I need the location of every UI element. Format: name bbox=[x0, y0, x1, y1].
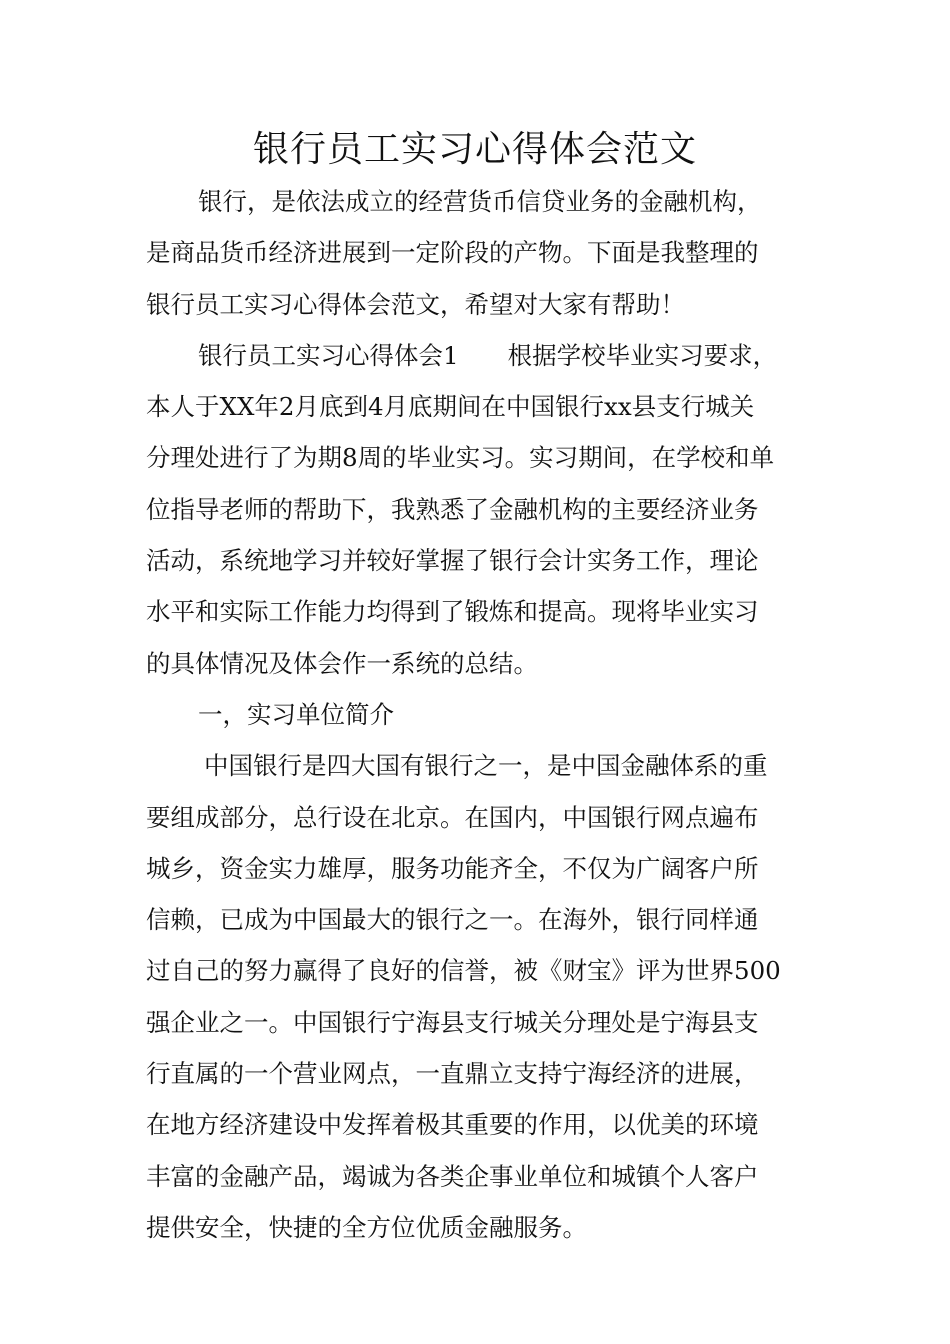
intro-line-2: 是商品货币经济进展到一定阶段的产物。下面是我整理的 bbox=[146, 238, 759, 268]
section-2-line-8: 在地方经济建设中发挥着极其重要的作用，以优美的环境 bbox=[146, 1110, 759, 1140]
section-2-line-7: 行直属的一个营业网点，一直鼎立支持宁海经济的进展， bbox=[146, 1059, 759, 1089]
section-1-line-7: 的具体情况及体会作一系统的总结。 bbox=[146, 648, 538, 678]
section-2-line-2: 要组成部分，总行设在北京。在国内，中国银行网点遍布 bbox=[146, 802, 759, 832]
section-1-line-4: 位指导老师的帮助下，我熟悉了金融机构的主要经济业务 bbox=[146, 494, 759, 524]
section-1-line-2: 本人于XX年2月底到4月底期间在中国银行xx县支行城关 bbox=[146, 392, 755, 422]
section-1-line-6: 水平和实际工作能力均得到了锻炼和提高。现将毕业实习 bbox=[146, 597, 759, 627]
section-2-line-1: 中国银行是四大国有银行之一，是中国金融体系的重 bbox=[204, 751, 768, 781]
intro-line-1: 银行，是依法成立的经营货币信贷业务的金融机构， bbox=[198, 187, 762, 216]
section-1-line-3: 分理处进行了为期8周的毕业实习。实习期间，在学校和单 bbox=[146, 443, 775, 473]
section-2-line-10: 提供安全，快捷的全方位优质金融服务。 bbox=[146, 1212, 587, 1242]
document-title: 银行员工实习心得体会范文 bbox=[252, 129, 697, 170]
section-2-line-4: 信赖，已成为中国最大的银行之一。在海外，银行同样通 bbox=[146, 905, 759, 935]
section-heading: 一，实习单位简介 bbox=[198, 699, 394, 729]
document-body bbox=[146, 176, 808, 1253]
section-2-line-3: 城乡，资金实力雄厚，服务功能齐全，不仅为广阔客户所 bbox=[146, 853, 759, 883]
section-1-line-1: 银行员工实习心得体会1 根据学校毕业实习要求， bbox=[198, 340, 778, 370]
section-2-line-9: 丰富的金融产品，竭诚为各类企事业单位和城镇个人客户 bbox=[146, 1161, 759, 1191]
section-1-line-5: 活动，系统地学习并较好掌握了银行会计实务工作，理论 bbox=[146, 546, 759, 576]
section-2-line-5: 过自己的努力赢得了良好的信誉，被《财宝》评为世界500 bbox=[146, 956, 781, 986]
section-2-line-6: 强企业之一。中国银行宁海县支行城关分理处是宁海县支 bbox=[146, 1007, 759, 1037]
intro-line-3: 银行员工实习心得体会范文，希望对大家有帮助！ bbox=[146, 289, 685, 319]
